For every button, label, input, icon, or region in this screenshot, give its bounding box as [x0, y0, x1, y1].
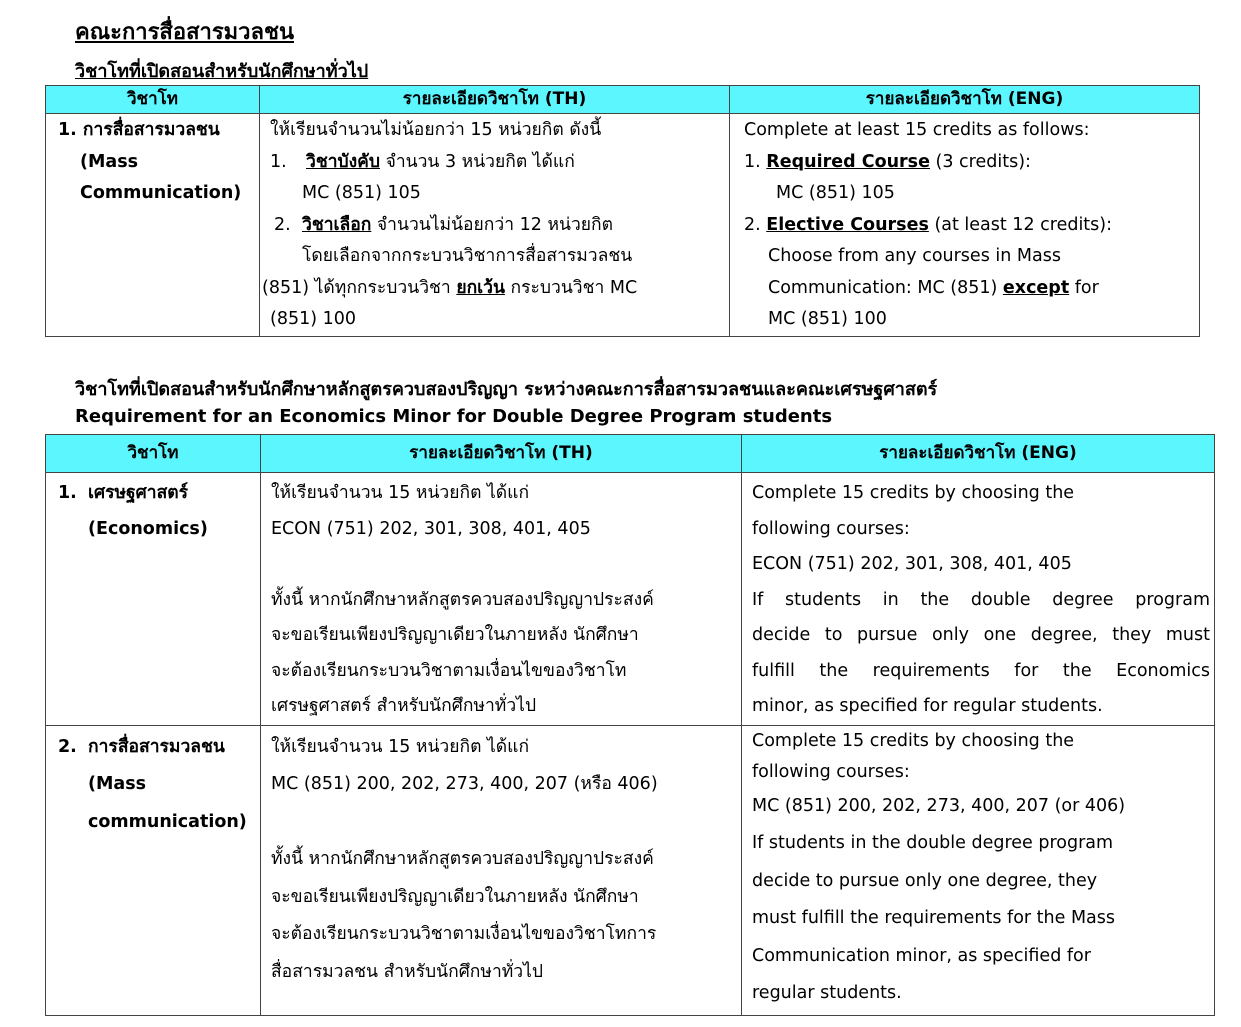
details-th-cell	[260, 114, 730, 337]
minor-number: 1.	[58, 483, 77, 503]
minor-name-cell	[46, 725, 261, 1015]
th-elective-line3a: (851) ได้ทุกกระบวนวิชา	[262, 277, 457, 298]
header-details-th: รายละเอียดวิชาโท (TH)	[260, 86, 730, 114]
details-eng-cell	[730, 114, 1200, 337]
en-elective-line2: Choose from any courses in Mass	[768, 246, 1061, 266]
table-row	[46, 114, 1200, 337]
en-elective-label: Elective Courses	[766, 214, 929, 235]
th-line	[271, 804, 731, 842]
details-th-cell	[261, 725, 742, 1015]
th-elective-line4: (851) 100	[270, 309, 357, 329]
en-elective-text: (at least 12 credits):	[928, 214, 1113, 235]
minor-name-en-1: (Mass	[88, 774, 147, 794]
en-line: must fulfill the requirements for the Mass	[752, 908, 1116, 928]
section2-subtitle: Requirement for an Economics Minor for Double Degree Program students	[75, 406, 833, 427]
th-required-text: จำนวน 3 หน่วยกิต ได้แก่	[380, 151, 575, 172]
header-minor: วิชาโท	[46, 435, 261, 473]
faculty-title: คณะการสื่อสารมวลชน	[75, 20, 294, 45]
en-required-text: (3 credits):	[929, 151, 1031, 172]
th-required-course: MC (851) 105	[302, 183, 421, 203]
minor-name-th: เศรษฐศาสตร์	[88, 483, 189, 503]
th-elective-text: จำนวนไม่น้อยกว่า 12 หน่วยกิต	[371, 214, 613, 235]
th-line: ECON (751) 202, 301, 308, 401, 405	[271, 518, 591, 539]
en-line: decide to pursue only one degree, they must	[752, 625, 1210, 645]
en-line: decide to pursue only one degree, they	[752, 870, 1098, 891]
table-header-row	[46, 86, 1200, 114]
th-line: จะขอเรียนเพียงปริญญาเดียวในภายหลัง นักศึกษา	[271, 625, 639, 645]
header-details-eng: รายละเอียดวิชาโท (ENG)	[742, 435, 1215, 473]
en-line: following courses:	[752, 761, 910, 782]
header-details-th: รายละเอียดวิชาโท (TH)	[261, 435, 742, 473]
minor-name-en-2: Communication)	[80, 183, 242, 203]
en-intro: Complete at least 15 credits as follows:	[744, 120, 1090, 140]
minor-name-en-1: (Mass	[80, 151, 139, 172]
minor-name-th: การสื่อสารมวลชน	[88, 736, 225, 757]
en-elective-line4: MC (851) 100	[768, 309, 887, 329]
minor-name-en-2: communication)	[88, 811, 247, 832]
details-th-cell	[261, 473, 742, 726]
th-elec-number: 2.	[274, 214, 291, 235]
header-minor: วิชาโท	[46, 86, 260, 114]
en-required-label: Required Course	[766, 151, 930, 172]
en-line: following courses:	[752, 518, 910, 539]
en-line: If students in the double degree program	[752, 833, 1114, 853]
en-line: ECON (751) 202, 301, 308, 401, 405	[752, 554, 1072, 574]
minor-number: 2.	[58, 736, 77, 757]
table-row	[46, 725, 1215, 1015]
minor-name-en: (Economics)	[88, 518, 208, 539]
th-line: จะต้องเรียนกระบวนวิชาตามเงื่อนไขของวิชาโทการ	[271, 924, 657, 944]
th-elective-line3b: กระบวนวิชา MC	[504, 277, 638, 298]
en-elective-line3b: for	[1069, 277, 1099, 298]
th-line: สื่อสารมวลชน สำหรับนักศึกษาทั่วไป	[271, 961, 544, 982]
th-line: ทั้งนี้ หากนักศึกษาหลักสูตรควบสองปริญญาประสงค์	[271, 589, 654, 610]
table-header-row	[46, 435, 1215, 473]
minor-name-cell	[46, 473, 261, 726]
minor-table-double-degree	[45, 434, 1215, 1016]
en-line: Complete 15 credits by choosing the	[752, 483, 1075, 503]
th-line: เศรษฐศาสตร์ สำหรับนักศึกษาทั่วไป	[271, 696, 537, 716]
en-required-course: MC (851) 105	[776, 183, 895, 203]
en-line: If students in the double degree program	[752, 589, 1210, 610]
th-line: จะต้องเรียนกระบวนวิชาตามเงื่อนไขของวิชาโท	[271, 660, 627, 681]
th-line: ให้เรียนจำนวน 15 หน่วยกิต ได้แก่	[271, 483, 530, 503]
th-except-label: ยกเว้น	[456, 277, 505, 298]
en-line: fulfill the requirements for the Economics	[752, 660, 1210, 681]
minor-number: 1.	[58, 120, 77, 140]
th-intro: ให้เรียนจำนวนไม่น้อยกว่า 15 หน่วยกิต ดังนี้	[270, 120, 602, 140]
th-line: จะขอเรียนเพียงปริญญาเดียวในภายหลัง นักศึกษา	[271, 886, 639, 907]
en-req-number: 1.	[744, 151, 761, 172]
table-row	[46, 473, 1215, 726]
en-line: minor, as specified for regular students.	[752, 696, 1103, 716]
en-line: MC (851) 200, 202, 273, 400, 207 (or 406)	[752, 795, 1126, 816]
th-line: ทั้งนี้ หากนักศึกษาหลักสูตรควบสองปริญญาประสงค์	[271, 849, 654, 869]
details-eng-cell	[742, 473, 1215, 726]
th-line: MC (851) 200, 202, 273, 400, 207 (หรือ 406)	[271, 774, 658, 794]
minor-name-cell	[46, 114, 260, 337]
en-elec-number: 2.	[744, 214, 761, 235]
en-line: Complete 15 credits by choosing the	[752, 730, 1075, 751]
en-line: regular students.	[752, 983, 902, 1003]
th-line	[271, 547, 731, 583]
th-line: ให้เรียนจำนวน 15 หน่วยกิต ได้แก่	[271, 736, 530, 757]
en-elective-line3a: Communication: MC (851)	[768, 277, 1003, 298]
details-eng-cell	[742, 725, 1215, 1015]
th-required-label: วิชาบังคับ	[306, 151, 380, 172]
en-line: Communication minor, as specified for	[752, 945, 1091, 966]
th-elective-label: วิชาเลือก	[302, 214, 372, 235]
minor-table-general	[45, 85, 1200, 337]
th-elective-line2: โดยเลือกจากกระบวนวิชาการสื่อสารมวลชน	[302, 246, 633, 266]
section2-title: วิชาโทที่เปิดสอนสำหรับนักศึกษาหลักสูตรควบสองปริญญา ระหว่างคณะการสื่อสารมวลชนและคณะเศรษฐศาสตร์	[75, 379, 938, 400]
en-except-label: except	[1002, 277, 1070, 298]
header-details-eng: รายละเอียดวิชาโท (ENG)	[730, 86, 1200, 114]
minor-name-th: การสื่อสารมวลชน	[82, 120, 220, 140]
section1-title: วิชาโทที่เปิดสอนสำหรับนักศึกษาทั่วไป	[75, 61, 369, 82]
th-req-number: 1.	[270, 151, 287, 172]
